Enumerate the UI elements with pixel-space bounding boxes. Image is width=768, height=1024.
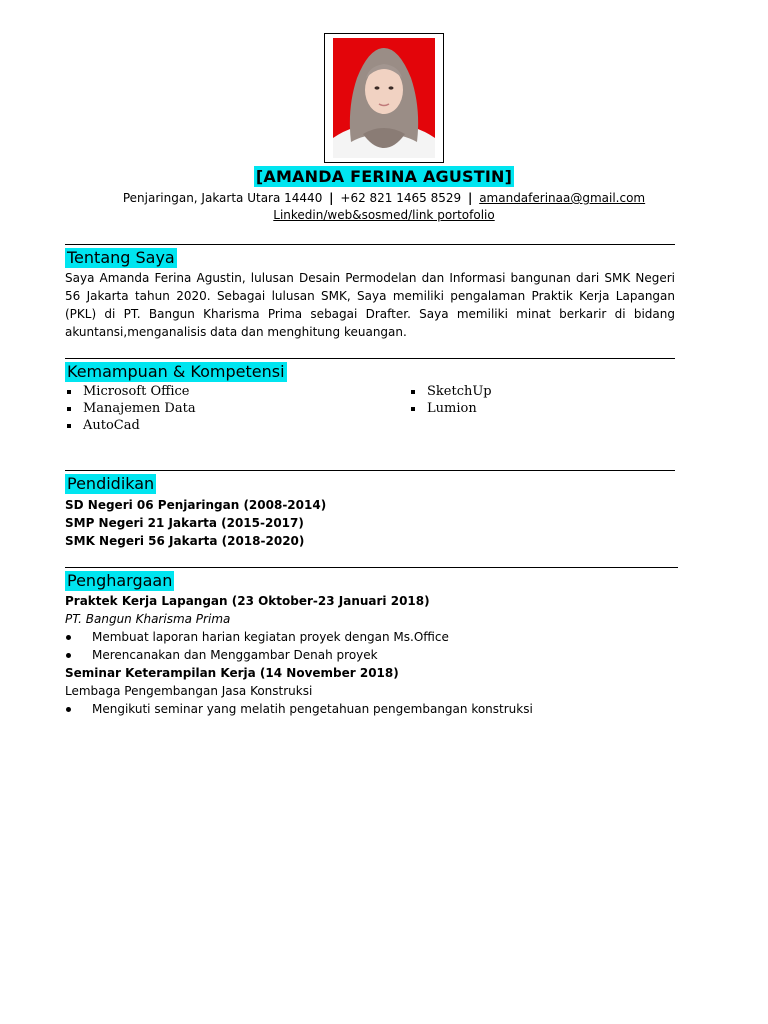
- separator: |: [467, 191, 473, 205]
- skill-item: Manajemen Data: [65, 400, 196, 417]
- award-bullet: Merencanakan dan Menggambar Denah proyek: [65, 646, 685, 664]
- about-heading: Tentang Saya: [67, 248, 175, 267]
- profile-photo: [324, 33, 444, 163]
- portrait-image: [333, 38, 435, 158]
- bullet-dot-icon: [66, 653, 71, 658]
- section-divider: [65, 567, 678, 568]
- section-divider: [65, 470, 675, 471]
- name-wrapper: [0, 166, 768, 187]
- award-bullet: Membuat laporan harian kegiatan proyek dengan Ms.Office: [65, 628, 685, 646]
- square-bullet-icon: [411, 390, 415, 394]
- square-bullet-icon: [67, 390, 71, 394]
- awards-list: [65, 592, 685, 718]
- section-divider: [65, 244, 675, 245]
- award-org: PT. Bangun Kharisma Prima: [65, 612, 231, 626]
- contact-line: [0, 191, 768, 205]
- education-list: [65, 496, 326, 550]
- candidate-name: [AMANDA FERINA AGUSTIN]: [255, 167, 513, 186]
- address: Penjaringan, Jakarta Utara 14440: [122, 191, 323, 205]
- skills-left-list: [65, 383, 196, 434]
- award-bullet: Mengikuti seminar yang melatih pengetahuan pengembangan konstruksi: [65, 700, 685, 718]
- square-bullet-icon: [67, 407, 71, 411]
- education-item: SMK Negeri 56 Jakarta (2018-2020): [65, 534, 305, 548]
- award-title: Praktek Kerja Lapangan (23 Oktober-23 Januari 2018): [65, 594, 430, 608]
- email-link[interactable]: amandaferinaa@gmail.com: [479, 191, 646, 205]
- portfolio-link[interactable]: Linkedin/web&sosmed/link portofolio: [273, 208, 495, 222]
- separator: |: [329, 191, 334, 205]
- skill-item: SketchUp: [409, 383, 492, 400]
- award-org: Lembaga Pengembangan Jasa Konstruksi: [65, 684, 313, 698]
- about-text: Saya Amanda Ferina Agustin, lulusan Desain Permodelan dan Informasi bangunan dari SMK Negeri 56 Jakarta tahun 2020. Sebagai lulusan SMK, Saya memiliki pengalaman Praktik Kerja Lapangan (PKL) di PT. Bangun Kharisma Prima sebagai Drafter. Saya memiliki minat berkarir di bidang akuntansi,menganalisis data dan menghitung keuangan.: [65, 271, 675, 339]
- award-title: Seminar Keterampilan Kerja (14 November 2018): [65, 666, 399, 680]
- skill-item: Microsoft Office: [65, 383, 196, 400]
- phone: +62 821 1465 8529: [340, 191, 462, 205]
- skills-heading: Kemampuan & Kompetensi: [67, 362, 285, 381]
- section-divider: [65, 358, 675, 359]
- skills-right-list: [409, 383, 492, 417]
- skill-item: AutoCad: [65, 417, 196, 434]
- bullet-dot-icon: [66, 635, 71, 640]
- bullet-dot-icon: [66, 707, 71, 712]
- square-bullet-icon: [67, 424, 71, 428]
- square-bullet-icon: [411, 407, 415, 411]
- education-heading: Pendidikan: [67, 474, 155, 493]
- education-item: SD Negeri 06 Penjaringan (2008-2014): [65, 498, 327, 512]
- awards-heading: Penghargaan: [67, 571, 173, 590]
- skill-item: Lumion: [409, 400, 492, 417]
- education-item: SMP Negeri 21 Jakarta (2015-2017): [65, 516, 304, 530]
